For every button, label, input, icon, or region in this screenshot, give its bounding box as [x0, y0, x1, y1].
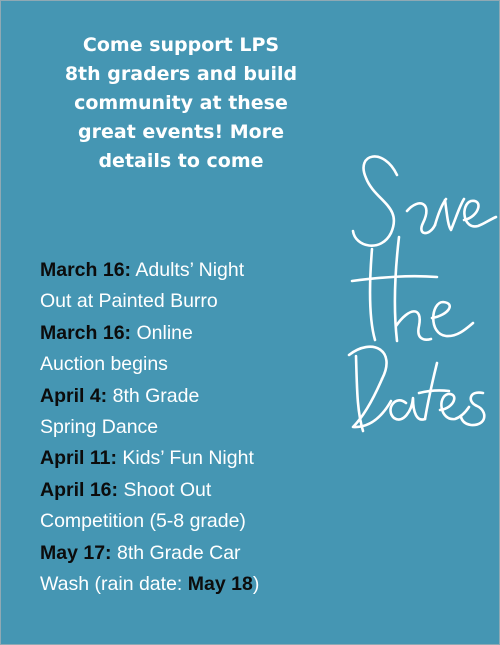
event-description: Out at Painted Burro	[40, 290, 218, 313]
event-date: March 16:	[40, 321, 132, 344]
event-description: Auction begins	[40, 353, 168, 376]
event-date: April 11:	[40, 447, 117, 470]
intro-line: details to come	[98, 150, 264, 172]
event-line	[40, 475, 340, 506]
event-date: April 16:	[40, 478, 119, 501]
intro-line: Come support LPS	[82, 34, 280, 56]
rain-date-close: )	[252, 573, 260, 596]
save-the-dates-script	[319, 1, 499, 644]
rain-date: May 18	[187, 573, 253, 596]
event-line	[40, 569, 340, 600]
intro-line: 8th graders and build	[64, 63, 298, 85]
event-date: April 4:	[40, 384, 108, 407]
intro-line: great events! More	[78, 121, 284, 143]
event-description: Shoot Out	[123, 478, 212, 501]
event-description: Wash (rain date:	[40, 573, 188, 596]
event-line	[40, 255, 340, 286]
event-description: Adults’ Night	[135, 259, 245, 281]
save-the-dates-handwriting	[319, 1, 499, 644]
event-description: Spring Dance	[40, 416, 159, 439]
event-line	[40, 349, 340, 380]
event-line	[40, 286, 340, 317]
event-description: 8th Grade	[112, 384, 200, 407]
event-schedule	[40, 255, 340, 600]
event-line	[40, 318, 340, 349]
event-date: March 16:	[40, 259, 132, 281]
event-line	[40, 538, 340, 569]
event-date: May 17:	[40, 541, 112, 564]
event-description: Online	[136, 321, 193, 344]
event-line	[40, 412, 340, 443]
event-description: Competition (5-8 grade)	[40, 510, 246, 533]
intro-message	[31, 31, 331, 176]
event-line	[40, 506, 340, 537]
event-description: 8th Grade Car	[116, 541, 241, 564]
event-description: Kids’ Fun Night	[122, 447, 254, 470]
intro-line: community at these	[74, 92, 288, 114]
event-line	[40, 443, 340, 474]
event-line	[40, 381, 340, 412]
